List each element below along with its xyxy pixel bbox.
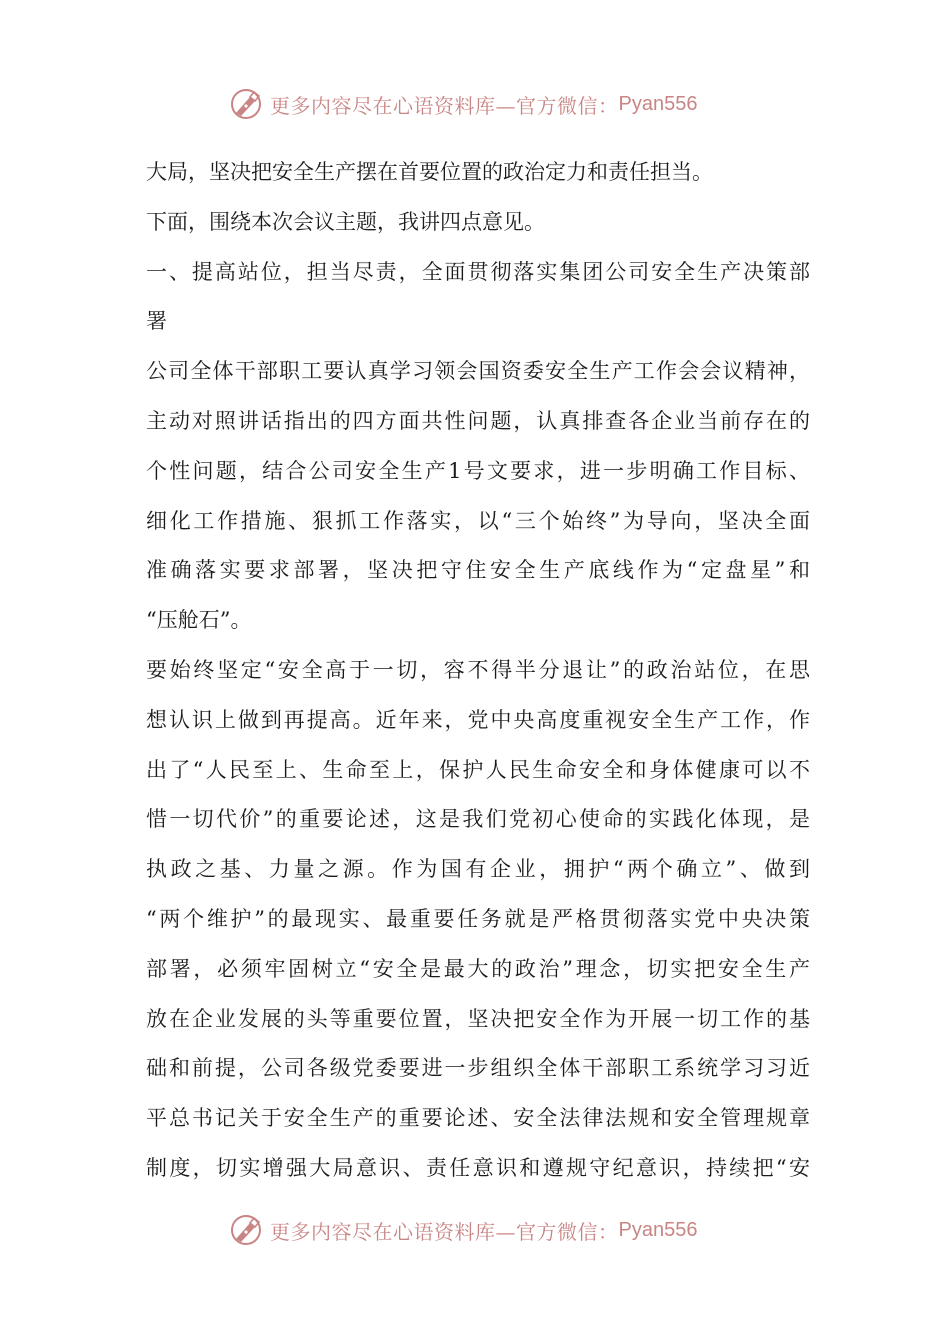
document-body: [146, 148, 810, 1194]
pen-nib-icon: [228, 86, 264, 122]
text-line: 础和前提，公司各级党委要进一步组织全体干部职工系统学习习近: [146, 1056, 810, 1081]
text-line: 平总书记关于安全生产的重要论述、安全法律法规和安全管理规章: [146, 1106, 810, 1131]
watermark-wechat-id: Pyan556: [618, 1218, 698, 1241]
text-line: 下面，围绕本次会议主题，我讲四点意见。: [146, 209, 545, 234]
text-line: 细化工作措施、狠抓工作落实，以“三个始终”为导向，坚决全面: [146, 508, 810, 533]
text-line: 制度，切实增强大局意识、责任意识和遵规守纪意识，持续把“安: [146, 1155, 810, 1180]
text-line: 主动对照讲话指出的四方面共性问题，认真排查各企业当前存在的: [146, 408, 810, 433]
text-line: 放在企业发展的头等重要位置，坚决把安全作为开展一切工作的基: [146, 1006, 810, 1031]
text-line: 要始终坚定“安全高于一切，容不得半分退让”的政治站位，在思: [146, 657, 810, 682]
watermark-site-text: 更多内容尽在心语资料库—官方微信：: [270, 93, 619, 118]
pen-nib-icon: [228, 1212, 264, 1248]
text-line: 出了“人民至上、生命至上，保护人民生命安全和身体健康可以不: [146, 757, 810, 782]
text-line: 署: [146, 309, 167, 334]
text-line: 部署，必须牢固树立“安全是最大的政治”理念，切实把安全生产: [146, 956, 810, 981]
text-line: 个性问题，结合公司安全生产1号文要求，进一步明确工作目标、: [146, 458, 810, 483]
text-line: 执政之基、力量之源。作为国有企业，拥护“两个确立”、做到: [146, 857, 810, 882]
text-line: 大局，坚决把安全生产摆在首要位置的政治定力和责任担当。: [146, 160, 713, 184]
text-line: 准确落实要求部署，坚决把守住安全生产底线作为“定盘星”和: [146, 558, 810, 583]
header-watermark: [228, 84, 748, 124]
text-line: 公司全体干部职工要认真学习领会国资委安全生产工作会会议精神，: [146, 359, 810, 384]
footer-watermark: [228, 1210, 748, 1250]
watermark-site-text: 更多内容尽在心语资料库—官方微信：: [270, 1219, 619, 1244]
text-line: 一、提高站位，担当尽责，全面贯彻落实集团公司安全生产决策部: [146, 259, 810, 284]
text-line: 想认识上做到再提高。近年来，党中央高度重视安全生产工作，作: [146, 707, 810, 732]
text-line: 惜一切代价”的重要论述，这是我们党初心使命的实践化体现，是: [146, 807, 810, 832]
text-line: “压舱石”。: [146, 608, 252, 633]
text-line: “两个维护”的最现实、最重要任务就是严格贯彻落实党中央决策: [146, 906, 810, 931]
watermark-wechat-id: Pyan556: [618, 92, 698, 115]
